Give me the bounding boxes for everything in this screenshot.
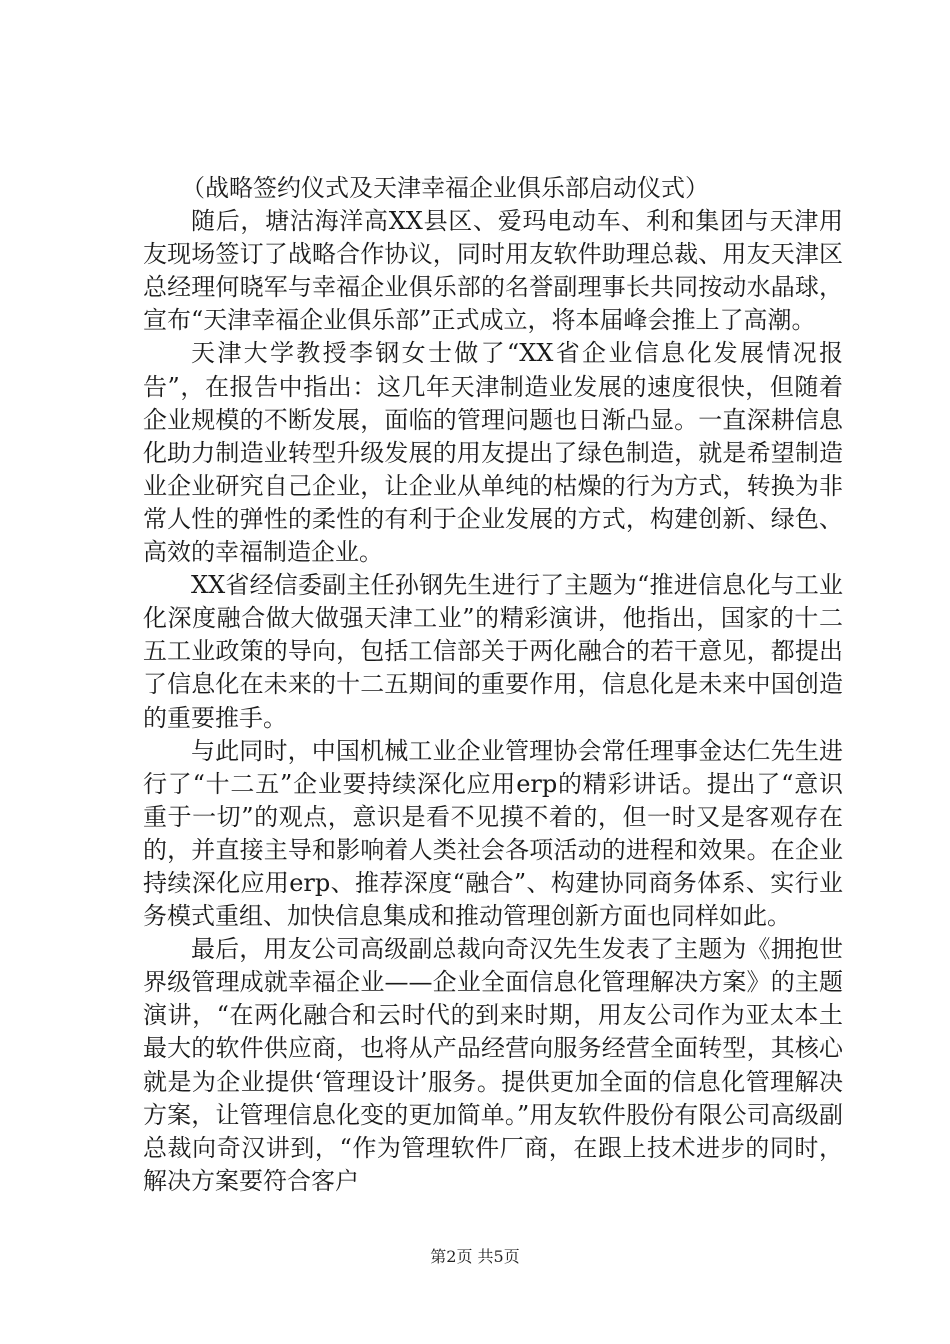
image-caption: （战略签约仪式及天津幸福企业俱乐部启动仪式） [181,174,709,202]
paragraph-signing: 随后，塘沽海洋高XX县区、爱玛电动车、利和集团与天津用友现场签订了战略合作协议，同时用友软件助理总裁、用友天津区总经理何晓军与幸福企业俱乐部的名誉副理事长共同按动水晶球，宣布“天津幸福企业俱乐部”正式成立，将本届峰会推上了高潮。 [143,207,843,335]
paragraph-economic-commission-speech: XX省经信委副主任孙钢先生进行了主题为“推进信息化与工业化深度融合做大做强天津工业”的精彩演讲，他指出，国家的十二五工业政策的导向，包括工信部关于两化融合的若干意见，都提出了信息化在未来的十二五期间的重要作用，信息化是未来中国创造的重要推手。 [143,571,843,732]
page-number-footer: 第2页 共5页 [430,1247,520,1266]
paragraph-yonyou-vp-speech: 最后，用友公司高级副总裁向奇汉先生发表了主题为《拥抱世界级管理成就幸福企业——企业全面信息化管理解决方案》的主题演讲，“在两化融合和云时代的到来时期，用友公司作为亚太本土最大的软件供应商，也将从产品经营向服务经营全面转型，其核心就是为企业提供‘管理设计’服务。提供更加全面的信息化管理解决方案，让管理信息化变的更加简单。”用友软件股份有限公司高级副总裁向奇汉讲到，“作为管理软件厂商，在跟上技术进步的同时，解决方案要符合客户 [143,935,843,1195]
document-body [143,172,843,1198]
paragraph-machinery-association-speech: 与此同时，中国机械工业企业管理协会常任理事金达仁先生进行了“十二五”企业要持续深化应用erp的精彩讲话。提出了“意识重于一切”的观点，意识是看不见摸不着的，但一时又是客观存在的，并直接主导和影响着人类社会各项活动的进程和效果。在企业持续深化应用erp、推荐深度“融合”、构建协同商务体系、实行业务模式重组、加快信息集成和推动管理创新方面也同样如此。 [143,736,843,931]
paragraph-tianjin-university-report: 天津大学教授李钢女士做了“XX省企业信息化发展情况报告”，在报告中指出：这几年天津制造业发展的速度很快，但随着企业规模的不断发展，面临的管理问题也日渐凸显。一直深耕信息化助力制造业转型升级发展的用友提出了绿色制造，就是希望制造业企业研究自己企业，让企业从单纯的枯燥的行为方式，转换为非常人性的弹性的柔性的有利于企业发展的方式，构建创新、绿色、高效的幸福制造企业。 [143,339,843,567]
